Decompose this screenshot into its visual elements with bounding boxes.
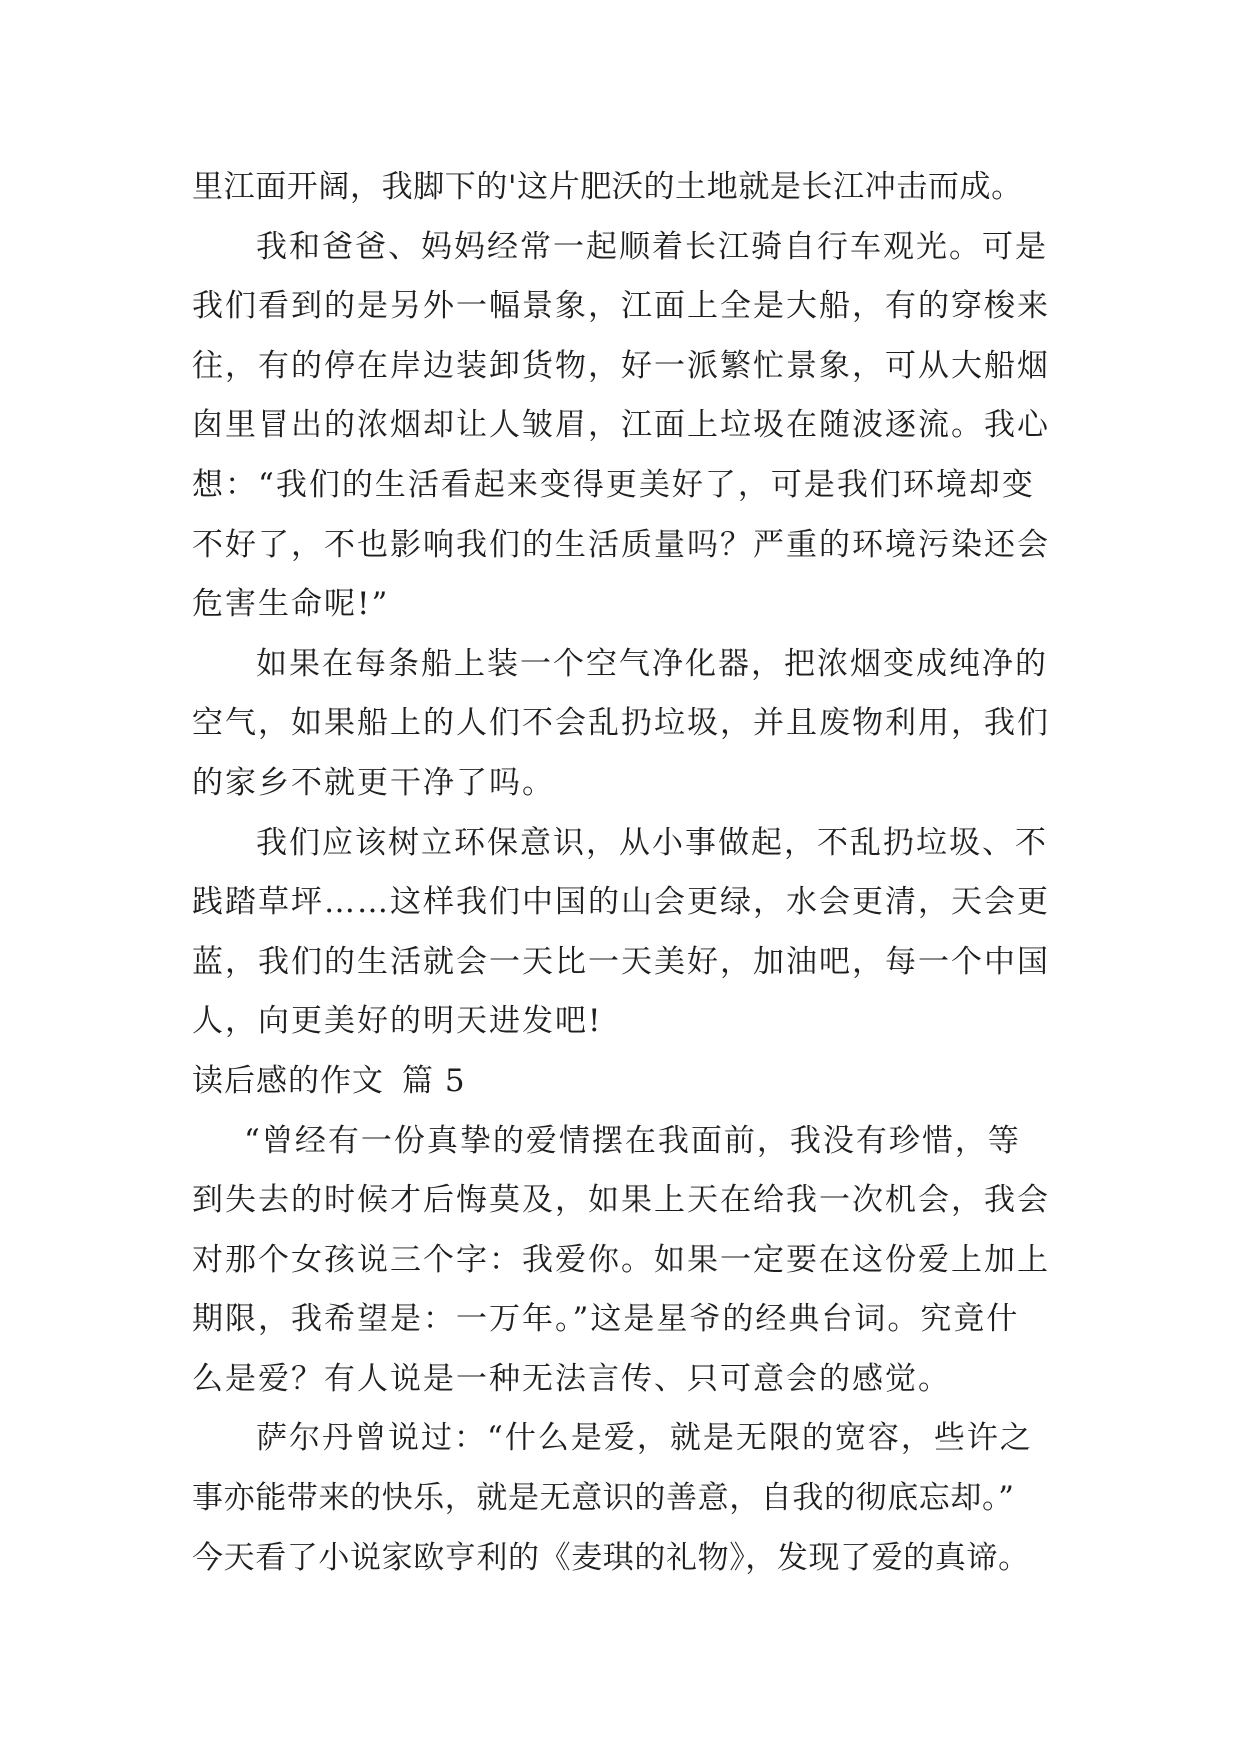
text-line: 人，向更美好的明天进发吧! xyxy=(192,1003,603,1040)
paragraph-first-line: 我和爸爸、妈妈经常一起顺着长江骑自行车观光。可是 xyxy=(256,228,1048,265)
text-line: 想：“我们的生活看起来变得更美好了，可是我们环境却变 xyxy=(192,466,1035,503)
text-line: 空气，如果船上的人们不会乱扔垃圾，并且废物利用，我们 xyxy=(192,705,1050,742)
text-line: 事亦能带来的快乐，就是无意识的善意，自我的彻底忘却。” xyxy=(192,1480,1015,1517)
paragraph-first-line: 我们应该树立环保意识，从小事做起，不乱扔垃圾、不 xyxy=(256,824,1048,861)
document-body xyxy=(192,158,1052,1588)
text-line: 今天看了小说家欧亨利的《麦琪的礼物》，发现了爱的真谛。 xyxy=(192,1539,1030,1576)
text-line: 里江面开阔，我脚下的'这片肥沃的土地就是长江冲击而成。 xyxy=(192,169,1023,205)
text-line: 么是爱？有人说是一种无法言传、只可意会的感觉。 xyxy=(192,1360,951,1397)
section-heading-part: 篇 5 xyxy=(402,1062,466,1099)
paragraph-first-line: 如果在每条船上装一个空气净化器，把浓烟变成纯净的 xyxy=(256,645,1048,682)
text-line: 我们看到的是另外一幅景象，江面上全是大船，有的穿梭来 xyxy=(192,288,1050,325)
section-heading-title: 读后感的作文 xyxy=(192,1062,384,1099)
text-line: 对那个女孩说三个字：我爱你。如果一定要在这份爱上加上 xyxy=(192,1241,1050,1278)
text-line: 的家乡不就更干净了吗。 xyxy=(192,764,555,801)
paragraph-first-line: “曾经有一份真挚的爱情摆在我面前，我没有珍惜，等 xyxy=(244,1122,1021,1159)
text-line: 往，有的停在岸边装卸货物，好一派繁忙景象，可从大船烟 xyxy=(192,347,1050,384)
text-line: 期限，我希望是：一万年。”这是星爷的经典台词。究竟什 xyxy=(192,1301,1020,1338)
text-line: 不好了，不也影响我们的生活质量吗？严重的环境污染还会 xyxy=(192,526,1050,563)
text-line: 囱里冒出的浓烟却让人皱眉，江面上垃圾在随波逐流。我心 xyxy=(192,407,1050,444)
paragraph-first-line: 萨尔丹曾说过：“什么是爱，就是无限的宽容，些许之 xyxy=(256,1420,1033,1457)
section-heading xyxy=(192,1052,1052,1112)
text-line: 危害生命呢!” xyxy=(192,586,390,623)
text-line: 到失去的时候才后悔莫及，如果上天在给我一次机会，我会 xyxy=(192,1182,1050,1219)
text-line: 蓝，我们的生活就会一天比一天美好，加油吧，每一个中国 xyxy=(192,943,1050,980)
text-line: 践踏草坪……这样我们中国的山会更绿，水会更清，天会更 xyxy=(192,884,1050,921)
